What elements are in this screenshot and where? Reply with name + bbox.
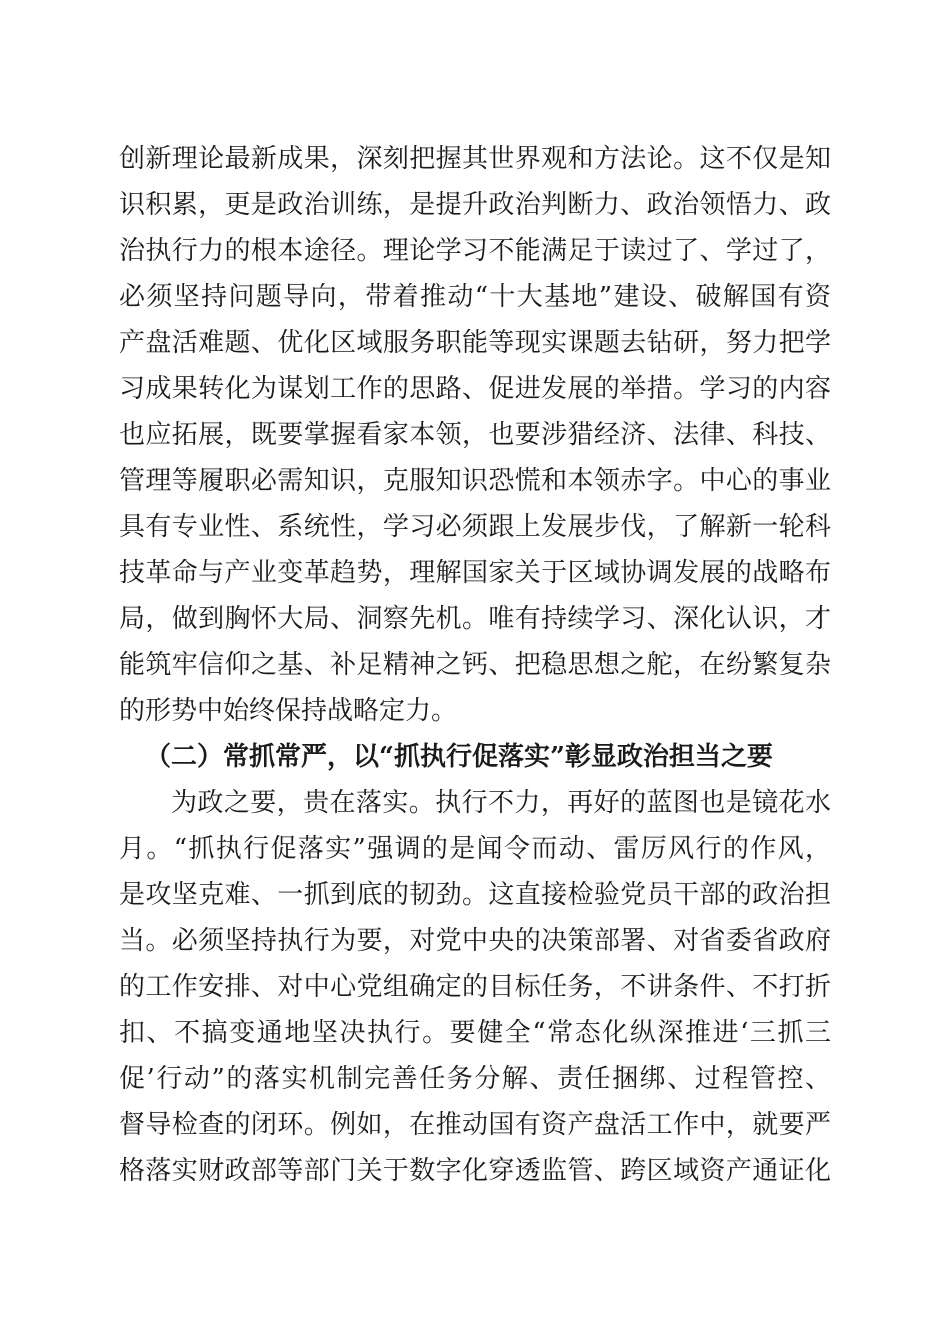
paragraph-line: 的工作安排、对中心党组确定的目标任务，不讲条件、不打折 — [119, 972, 831, 1002]
paragraph-line: 必须坚持问题导向，带着推动“十大基地”建设、破解国有资 — [119, 282, 831, 312]
paragraph-line: 技革命与产业变革趋势，理解国家关于区域协调发展的战略布 — [119, 558, 831, 588]
paragraph-line: 识积累，更是政治训练，是提升政治判断力、政治领悟力、政 — [119, 190, 831, 220]
paragraph-line: 局，做到胸怀大局、洞察先机。唯有持续学习、深化认识，才 — [119, 604, 831, 634]
paragraph-line: 格落实财政部等部门关于数字化穿透监管、跨区域资产通证化 — [119, 1156, 831, 1186]
paragraph-line: 产盘活难题、优化区域服务职能等现实课题去钻研，努力把学 — [119, 328, 831, 358]
paragraph-line: 扣、不搞变通地坚决执行。要健全“常态化纵深推进‘三抓三 — [119, 1018, 831, 1048]
paragraph-1 — [119, 136, 831, 734]
paragraph-line: 当。必须坚持执行为要，对党中央的决策部署、对省委省政府 — [119, 926, 831, 956]
paragraph-line: 具有专业性、系统性，学习必须跟上发展步伐，了解新一轮科 — [119, 512, 831, 542]
paragraph-line: 促’行动”的落实机制完善任务分解、责任捆绑、过程管控、 — [119, 1064, 831, 1094]
paragraph-line: 管理等履职必需知识，克服知识恐慌和本领赤字。中心的事业 — [119, 466, 831, 496]
paragraph-line: 治执行力的根本途径。理论学习不能满足于读过了、学过了， — [119, 236, 831, 266]
paragraph-line: 创新理论最新成果，深刻把握其世界观和方法论。这不仅是知 — [119, 144, 831, 174]
paragraph-line: 月。“抓执行促落实”强调的是闻令而动、雷厉风行的作风， — [119, 834, 831, 864]
paragraph-line: 能筑牢信仰之基、补足精神之钙、把稳思想之舵，在纷繁复杂 — [119, 650, 831, 680]
paragraph-line: 习成果转化为谋划工作的思路、促进发展的举措。学习的内容 — [119, 374, 831, 404]
paragraph-line: 是攻坚克难、一抓到底的韧劲。这直接检验党员干部的政治担 — [119, 880, 831, 910]
paragraph-line: 的形势中始终保持战略定力。 — [119, 696, 458, 726]
body-text — [119, 136, 831, 1194]
section-heading: （二）常抓常严，以“抓执行促落实”彰显政治担当之要 — [145, 742, 773, 772]
paragraph-2 — [119, 780, 831, 1194]
paragraph-line: 督导检查的闭环。例如，在推动国有资产盘活工作中，就要严 — [119, 1110, 831, 1140]
paragraph-line: 为政之要，贵在落实。执行不力，再好的蓝图也是镜花水 — [171, 788, 831, 818]
paragraph-line: 也应拓展，既要掌握看家本领，也要涉猎经济、法律、科技、 — [119, 420, 831, 450]
